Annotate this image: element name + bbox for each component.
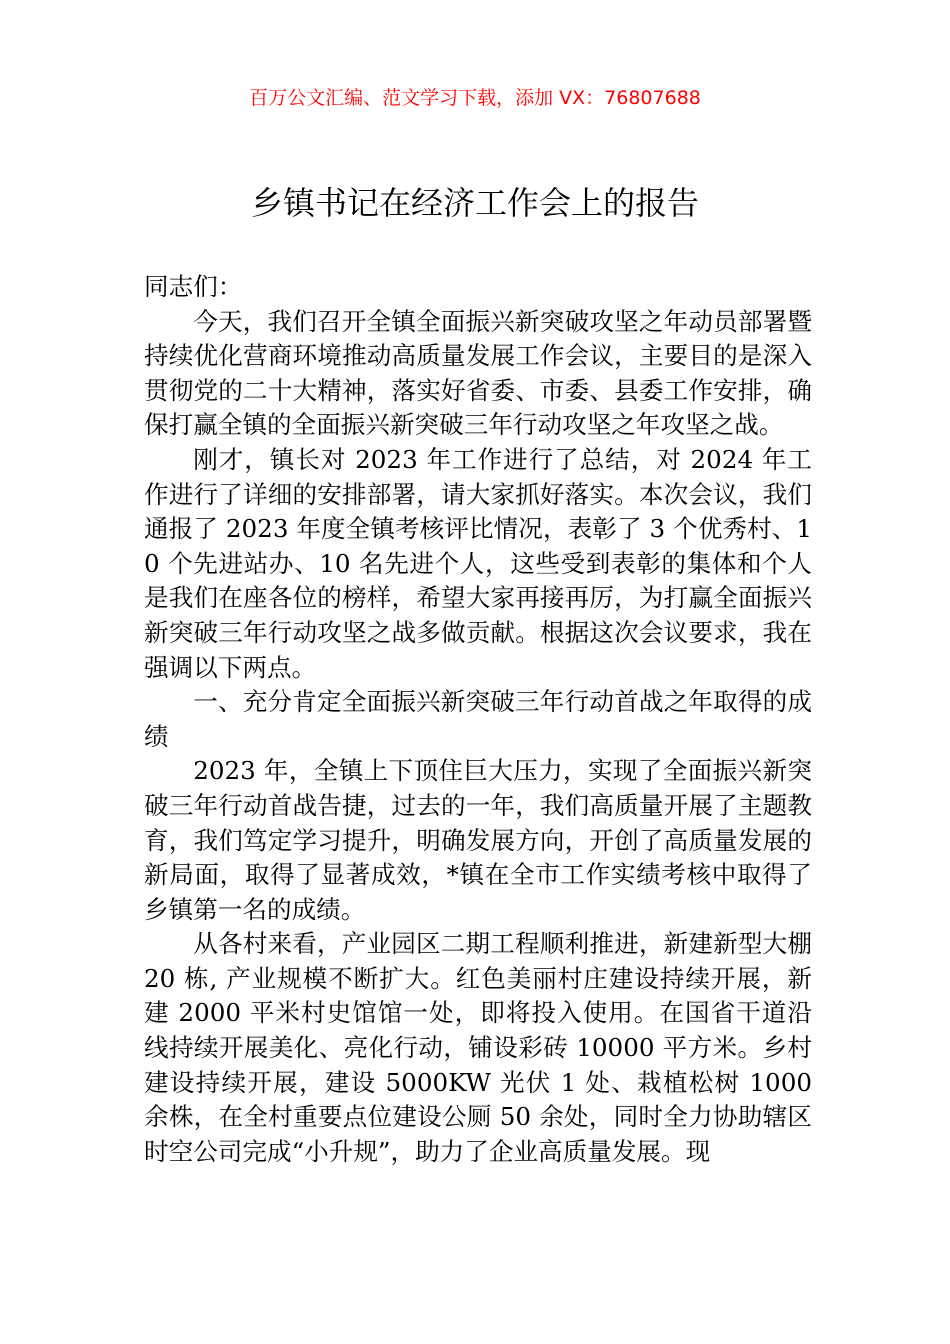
paragraph-intro: 今天，我们召开全镇全面振兴新突破攻坚之年动员部署暨持续优化营商环境推动高质量发展工作会议，主要目的是深入贯彻党的二十大精神，落实好省委、市委、县委工作安排，确保打赢全镇的全面振兴新突破三年行动攻坚之年攻坚之战。 (144, 306, 812, 440)
document-body (144, 270, 812, 1169)
section-heading-1: 一、充分肯定全面振兴新突破三年行动首战之年取得的成绩 (144, 687, 812, 751)
document-title: 乡镇书记在经济工作会上的报告 (250, 184, 699, 222)
paragraph-achievements: 2023 年，全镇上下顶住巨大压力，实现了全面振兴新突破三年行动首战告捷，过去的一年，我们高质量开展了主题教育，我们笃定学习提升，明确发展方向，开创了高质量发展的新局面，取得了显著成效，*镇在全市工作实绩考核中取得了乡镇第一名的成绩。 (144, 756, 812, 924)
watermark-banner: 百万公文汇编、范文学习下载，添加 VX：76807688 (249, 87, 701, 109)
salutation: 同志们： (144, 272, 243, 301)
paragraph-summary: 刚才，镇长对 2023 年工作进行了总结，对 2024 年工作进行了详细的安排部署，请大家抓好落实。本次会议，我们通报了 2023 年度全镇考核评比情况，表彰了 3 个优秀村、10 个先进站办、10 名先进个人，这些受到表彰的集体和个人是我们在座各位的榜样，希望大家再接再厉，为打赢全面振兴新突破三年行动攻坚之战多做贡献。根据这次会议要求，我在强调以下两点。 (144, 444, 812, 682)
paragraph-villages: 从各村来看，产业园区二期工程顺利推进，新建新型大棚 20 栋, 产业规模不断扩大。红色美丽村庄建设持续开展，新建 2000 平米村史馆馆一处，即将投入使用。在国省干道沿线持续开展美化、亮化行动，铺设彩砖 10000 平方米。乡村建设持续开展，建设 5000KW 光伏 1 处、栽植松树 1000 余株，在全村重要点位建设公厕 50 余处，同时全力协助辖区时空公司完成“小升规”，助力了企业高质量发展。现 (144, 929, 812, 1166)
